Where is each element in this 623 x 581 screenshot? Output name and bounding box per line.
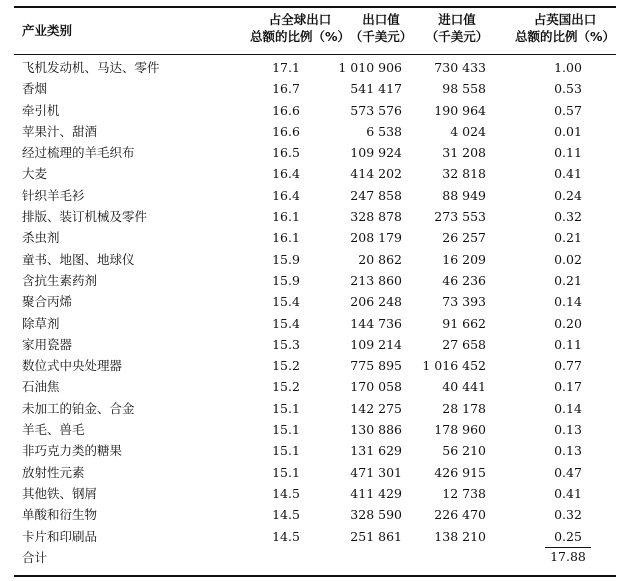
cell-uk-share: 0.53: [554, 81, 582, 97]
cell-import: 88 949: [442, 187, 486, 203]
top-rule: [14, 6, 616, 8]
table-row: [0, 57, 623, 78]
cell-uk-share: 0.20: [554, 315, 582, 331]
table-row: [0, 163, 623, 184]
cell-uk-share: 0.02: [554, 251, 582, 267]
cell-export: 20 862: [358, 251, 402, 267]
cell-import: 32 818: [442, 166, 486, 182]
cell-import: 426 915: [434, 464, 486, 480]
cell-import: 190 964: [434, 102, 486, 118]
cell-import: 226 470: [434, 507, 486, 523]
cell-uk-share: 0.17: [554, 379, 582, 395]
cell-global-share: 15.9: [272, 272, 300, 288]
cell-export: 208 179: [350, 230, 402, 246]
cell-category: 苹果汁、甜酒: [22, 123, 98, 139]
total-uk-share: 17.88: [545, 547, 591, 566]
cell-category: 针织羊毛衫: [22, 187, 85, 203]
table-row: [0, 227, 623, 248]
table-row: [0, 419, 623, 440]
cell-export: 109 924: [350, 145, 402, 161]
cell-uk-share: 0.13: [554, 422, 582, 438]
cell-import: 138 210: [434, 528, 486, 544]
cell-export: 414 202: [350, 166, 402, 182]
cell-import: 273 553: [434, 209, 486, 225]
cell-global-share: 16.4: [272, 166, 300, 182]
table-row: [0, 526, 623, 547]
cell-global-share: 15.2: [272, 379, 300, 395]
cell-global-share: 16.1: [272, 230, 300, 246]
table-body: [0, 57, 623, 568]
cell-global-share: 15.4: [272, 294, 300, 310]
cell-category: 羊毛、兽毛: [22, 422, 85, 438]
cell-import: 56 210: [442, 443, 486, 459]
cell-global-share: 15.1: [272, 400, 300, 416]
cell-import: 28 178: [442, 400, 486, 416]
cell-category: 未加工的铂金、合金: [22, 400, 135, 416]
cell-category: 数位式中央处理器: [22, 358, 123, 374]
cell-uk-share: 1.00: [554, 60, 582, 75]
table-row: [0, 398, 623, 419]
cell-category: 含抗生素药剂: [22, 272, 98, 288]
cell-global-share: 15.9: [272, 251, 300, 267]
cell-global-share: 14.5: [272, 528, 300, 544]
cell-export: 471 301: [350, 464, 402, 480]
table-row: [0, 462, 623, 483]
cell-global-share: 15.1: [272, 464, 300, 480]
table-row: [0, 504, 623, 525]
cell-export: 213 860: [350, 272, 402, 288]
cell-global-share: 16.1: [272, 209, 300, 225]
header-global-share: 占全球出口 总额的比例（%）: [249, 12, 351, 44]
cell-category: 排版、装订机械及零件: [22, 209, 148, 225]
cell-export: 170 058: [350, 379, 402, 395]
table-row: [0, 291, 623, 312]
cell-category: 非巧克力类的糖果: [22, 443, 123, 459]
cell-category: 放射性元素: [22, 464, 85, 480]
cell-import: 98 558: [442, 81, 486, 97]
cell-uk-share: 0.25: [554, 528, 582, 544]
table-row: [0, 355, 623, 376]
table-row: [0, 206, 623, 227]
cell-export: 6 538: [366, 123, 402, 139]
cell-export: 251 861: [350, 528, 402, 544]
table-row: [0, 121, 623, 142]
table-row: [0, 249, 623, 270]
cell-uk-share: 0.13: [554, 443, 582, 459]
cell-import: 178 960: [434, 422, 486, 438]
cell-category: 大麦: [22, 166, 48, 182]
cell-import: 40 441: [442, 379, 486, 395]
cell-uk-share: 0.01: [554, 123, 582, 139]
header-import: 进口值 （千美元）: [425, 12, 489, 44]
cell-export: 411 429: [350, 485, 402, 501]
cell-global-share: 17.1: [272, 60, 300, 75]
table-row: [0, 78, 623, 99]
cell-uk-share: 0.21: [554, 272, 582, 288]
table-row: [0, 142, 623, 163]
cell-uk-share: 0.57: [554, 102, 582, 118]
cell-global-share: 15.2: [272, 358, 300, 374]
cell-global-share: 14.5: [272, 507, 300, 523]
cell-uk-share: 0.24: [554, 187, 582, 203]
cell-export: 206 248: [350, 294, 402, 310]
cell-category: 经过梳理的羊毛织布: [22, 145, 135, 161]
cell-import: 4 024: [450, 123, 486, 139]
cell-uk-share: 0.32: [554, 209, 582, 225]
header-export: 出口值 （千美元）: [349, 12, 413, 44]
cell-category: 童书、地图、地球仪: [22, 251, 135, 267]
cell-category: 杀虫剂: [22, 230, 60, 246]
cell-import: 12 738: [442, 485, 486, 501]
cell-export: 775 895: [350, 358, 402, 374]
cell-global-share: 16.4: [272, 187, 300, 203]
cell-import: 16 209: [442, 251, 486, 267]
cell-category: 香烟: [22, 81, 48, 97]
cell-uk-share: 0.41: [554, 166, 582, 182]
table-row: [0, 270, 623, 291]
cell-export: 573 576: [350, 102, 402, 118]
total-label: 合计: [22, 549, 48, 565]
header-category: 产业类别: [22, 23, 73, 38]
cell-uk-share: 0.14: [554, 400, 582, 416]
cell-category: 除草剂: [22, 315, 60, 331]
cell-export: 1 010 906: [338, 60, 402, 75]
cell-global-share: 16.5: [272, 145, 300, 161]
cell-uk-share: 0.11: [554, 145, 582, 161]
cell-global-share: 15.1: [272, 422, 300, 438]
total-row: [0, 547, 623, 568]
cell-category: 其他铁、钢屑: [22, 485, 98, 501]
cell-export: 247 858: [350, 187, 402, 203]
bottom-rule: [14, 575, 616, 577]
cell-global-share: 15.4: [272, 315, 300, 331]
cell-export: 130 886: [350, 422, 402, 438]
cell-category: 卡片和印刷品: [22, 528, 98, 544]
cell-global-share: 15.1: [272, 443, 300, 459]
cell-import: 46 236: [442, 272, 486, 288]
cell-category: 飞机发动机、马达、零件: [22, 60, 160, 75]
cell-export: 142 275: [350, 400, 402, 416]
cell-import: 73 393: [442, 294, 486, 310]
cell-uk-share: 0.41: [554, 485, 582, 501]
cell-import: 91 662: [442, 315, 486, 331]
table-row: [0, 313, 623, 334]
cell-global-share: 16.6: [272, 102, 300, 118]
cell-import: 1 016 452: [422, 358, 486, 374]
cell-import: 730 433: [434, 60, 486, 75]
table-row: [0, 100, 623, 121]
cell-uk-share: 0.77: [554, 358, 582, 374]
cell-import: 27 658: [442, 336, 486, 352]
cell-global-share: 14.5: [272, 485, 300, 501]
header-uk-share: 占英国出口 总额的比例（%）: [515, 12, 616, 44]
cell-import: 26 257: [442, 230, 486, 246]
cell-category: 石油焦: [22, 379, 60, 395]
cell-export: 541 417: [350, 81, 402, 97]
cell-export: 109 214: [350, 336, 402, 352]
cell-export: 144 736: [350, 315, 402, 331]
cell-global-share: 16.6: [272, 123, 300, 139]
cell-category: 单酸和衍生物: [22, 507, 98, 523]
cell-uk-share: 0.14: [554, 294, 582, 310]
table-row: [0, 334, 623, 355]
cell-uk-share: 0.21: [554, 230, 582, 246]
table-row: [0, 440, 623, 461]
cell-global-share: 15.3: [272, 336, 300, 352]
cell-export: 328 878: [350, 209, 402, 225]
table-row: [0, 185, 623, 206]
table-row: [0, 376, 623, 397]
cell-uk-share: 0.47: [554, 464, 582, 480]
cell-category: 牵引机: [22, 102, 60, 118]
cell-export: 328 590: [350, 507, 402, 523]
header-rule: [14, 54, 616, 55]
table-row: [0, 483, 623, 504]
cell-import: 31 208: [442, 145, 486, 161]
cell-uk-share: 0.32: [554, 507, 582, 523]
cell-global-share: 16.7: [272, 81, 300, 97]
cell-uk-share: 0.11: [554, 336, 582, 352]
cell-category: 家用瓷器: [22, 336, 73, 352]
cell-export: 131 629: [350, 443, 402, 459]
cell-category: 聚合丙烯: [22, 294, 73, 310]
